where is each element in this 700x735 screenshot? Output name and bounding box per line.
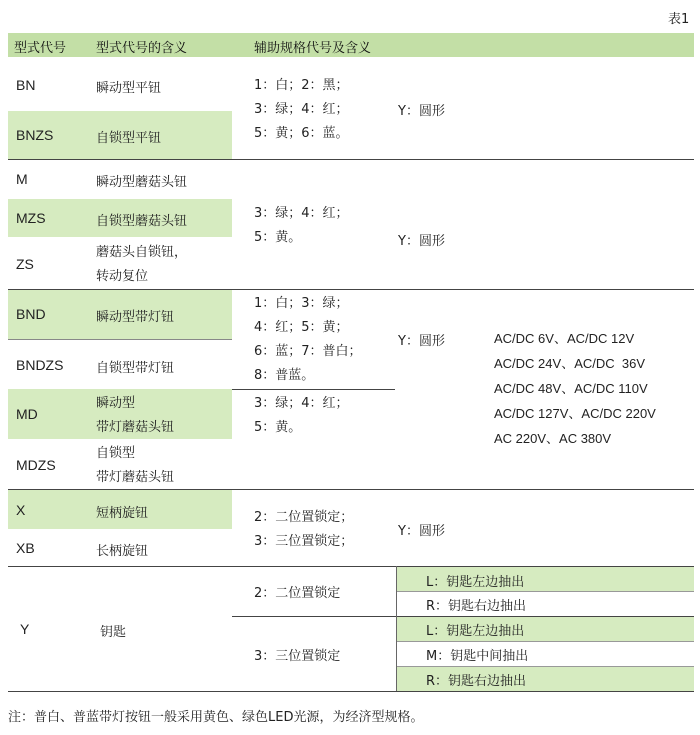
meaning-mdzs: 自锁型 带灯蘑菇头钮 xyxy=(96,446,175,485)
divider-key-opt-3 xyxy=(397,666,694,667)
meaning-mzs: 自锁型蘑菇头钮 xyxy=(96,214,188,229)
divider-key-mid xyxy=(232,616,694,617)
code-bnd: BND xyxy=(16,306,46,322)
key-pos3-opt-l: L：钥匙左边抽出 xyxy=(426,624,525,639)
meaning-bn: 瞬动型平钮 xyxy=(96,81,162,96)
key-vertical-divider xyxy=(396,566,397,691)
code-md: MD xyxy=(16,406,38,422)
code-xb: XB xyxy=(16,540,35,556)
voltage-list: AC/DC 6V、AC/DC 12V AC/DC 24V、AC/DC 36V AC/DC 48V、AC/DC 110V AC/DC 127V、AC/DC 220V AC 220V、AC 380V xyxy=(494,331,656,446)
g4-colors: 3：绿；4：红； 5：黄。 xyxy=(254,396,349,435)
table-header xyxy=(8,33,694,57)
header-type-code: 型式代号 xyxy=(14,41,67,56)
g3-shape: Y：圆形 xyxy=(398,334,445,349)
header-type-meaning: 型式代号的含义 xyxy=(96,41,188,56)
divider-key-opt-1 xyxy=(397,591,694,592)
key-pos2-opt-l: L：钥匙左边抽出 xyxy=(426,575,525,590)
meaning-y: 钥匙 xyxy=(100,625,127,640)
meaning-bnzs: 自锁型平钮 xyxy=(96,131,162,146)
divider-group2 xyxy=(8,289,694,290)
meaning-md: 瞬动型 带灯蘑菇头钮 xyxy=(96,396,175,435)
g2-colors: 3：绿；4：红； 5：黄。 xyxy=(254,206,349,245)
g2-shape: Y：圆形 xyxy=(398,234,445,249)
meaning-bnd: 瞬动型带灯钮 xyxy=(96,310,175,325)
meaning-xb: 长柄旋钮 xyxy=(96,544,149,559)
code-bnzs: BNZS xyxy=(16,127,54,143)
g3-colors: 1：白；3：绿； 4：红；5：黄； 6：蓝；7：普白； 8：普蓝。 xyxy=(254,296,362,383)
key-pos3-opt-m: M：钥匙中间抽出 xyxy=(426,649,529,664)
g1-colors: 1：白；2：黑； 3：绿；4：红； 5：黄；6：蓝。 xyxy=(254,78,349,141)
g5-positions: 2：二位置锁定； 3：三位置锁定； xyxy=(254,510,354,549)
code-bn: BN xyxy=(16,77,36,93)
key-pos2: 2：二位置锁定 xyxy=(254,586,341,601)
divider-group1 xyxy=(8,159,694,160)
code-zs: ZS xyxy=(16,256,34,272)
table-label: 表1 xyxy=(668,12,690,27)
code-mdzs: MDZS xyxy=(16,457,56,473)
meaning-bndzs: 自锁型带灯钮 xyxy=(96,361,175,376)
code-x: X xyxy=(16,502,26,518)
divider-group5 xyxy=(8,566,694,567)
footnote: 注：普白、普蓝带灯按钮一般采用黄色、绿色LED光源，为经济型规格。 xyxy=(8,710,424,725)
meaning-x: 短柄旋钮 xyxy=(96,506,149,521)
header-aux-spec: 辅助规格代号及含义 xyxy=(254,41,372,56)
divider-group3-spec xyxy=(232,389,395,390)
divider-key-opt-2 xyxy=(397,641,694,642)
g5-shape: Y：圆形 xyxy=(398,524,445,539)
g1-shape: Y：圆形 xyxy=(398,104,445,119)
code-bndzs: BNDZS xyxy=(16,357,64,373)
divider-bnd xyxy=(8,339,232,340)
meaning-m: 瞬动型蘑菇头钮 xyxy=(96,175,188,190)
meaning-zs: 蘑菇头自锁钮， 转动复位 xyxy=(96,245,188,284)
code-mzs: MZS xyxy=(16,210,46,226)
divider-bottom xyxy=(8,691,694,692)
code-y: Y xyxy=(20,621,30,637)
key-pos3-opt-r: R：钥匙右边抽出 xyxy=(426,674,527,689)
code-m: M xyxy=(16,171,28,187)
key-pos3: 3：三位置锁定 xyxy=(254,649,341,664)
key-pos2-opt-r: R：钥匙右边抽出 xyxy=(426,599,527,614)
